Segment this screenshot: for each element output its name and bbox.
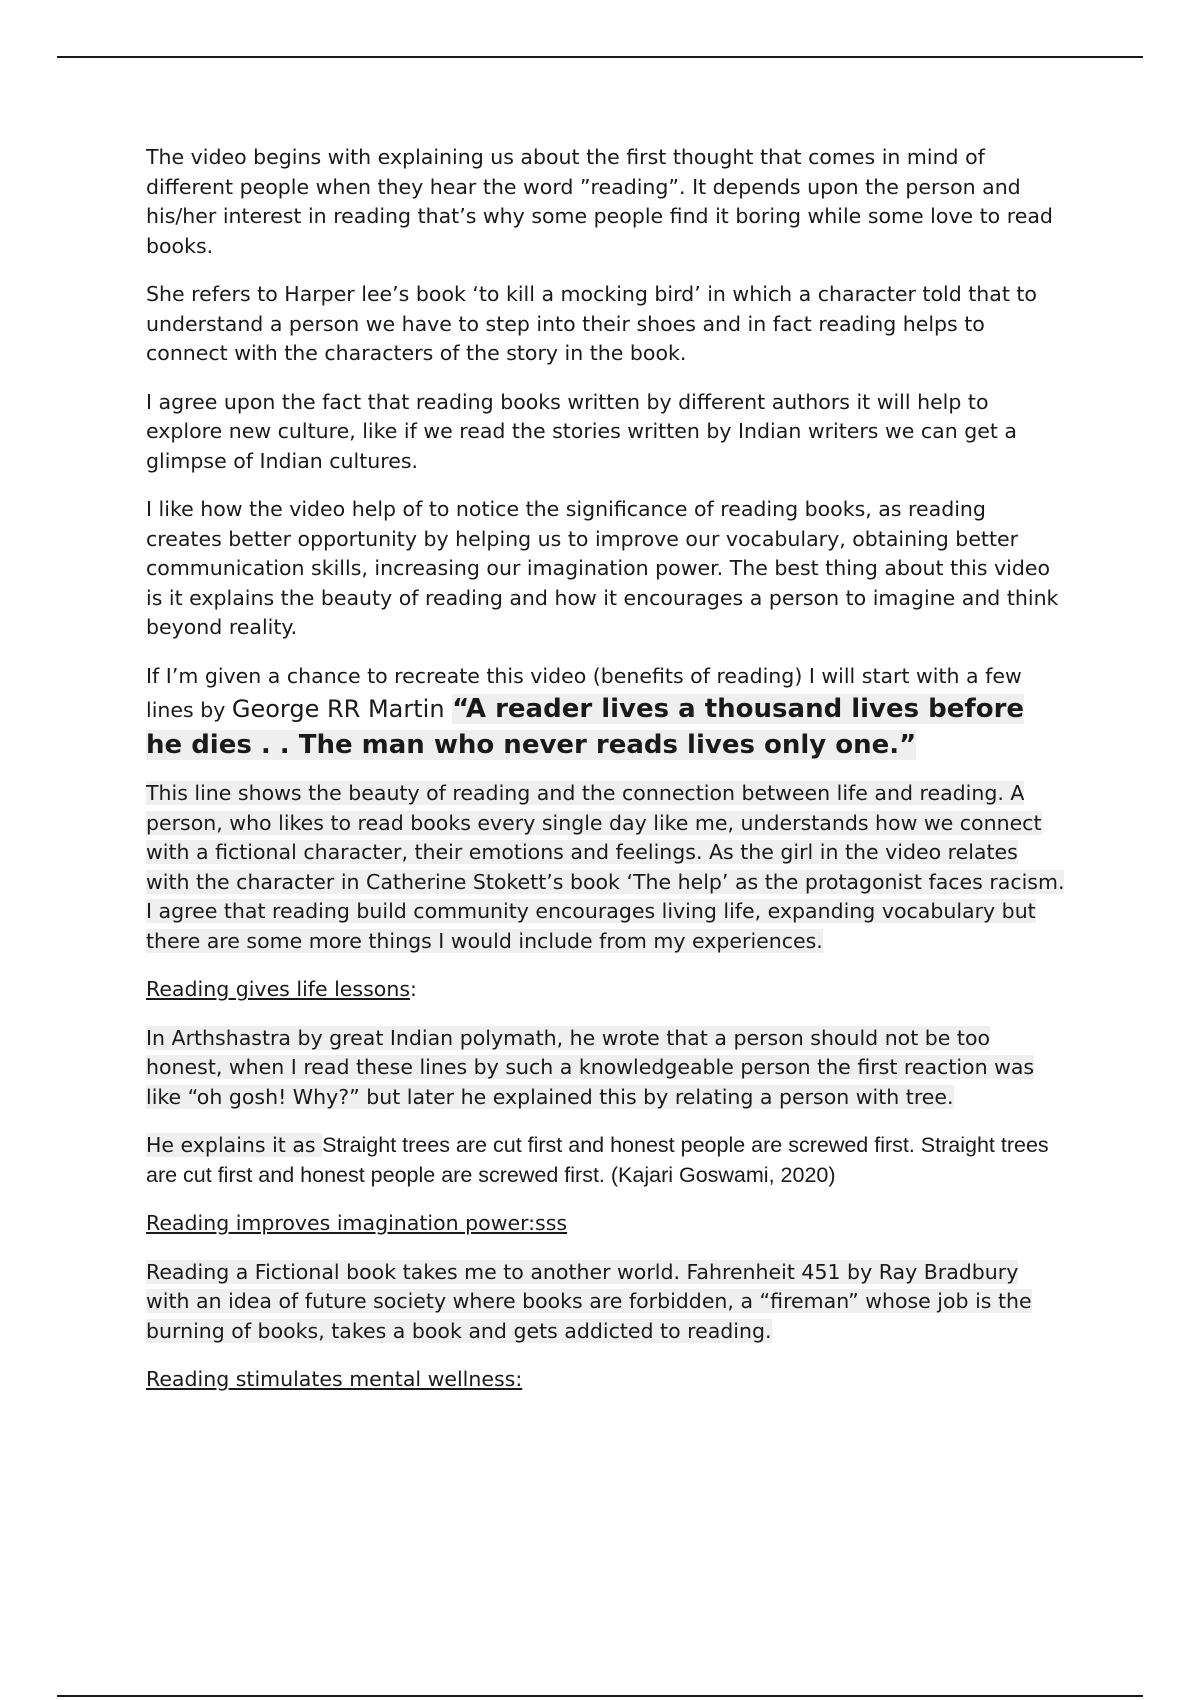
paragraph-8-intro: He explains it as: [146, 1133, 323, 1157]
heading-life-lessons-colon: :: [410, 977, 417, 1001]
header-rule: [57, 56, 1143, 58]
paragraph-5-intro: If I’m given a chance to recreate this video (benefits of reading) I will start with a few lines by: [146, 663, 1022, 722]
heading-imagination-text: Reading improves imagination power:sss: [146, 1211, 568, 1235]
paragraph-6: [146, 779, 1066, 956]
heading-mental-wellness: [146, 1365, 1066, 1395]
heading-life-lessons: [146, 975, 1066, 1005]
heading-life-lessons-text: Reading gives life lessons: [146, 977, 410, 1001]
paragraph-8-citation: Straight trees are cut first and honest people are screwed first. Straight trees are cut first and honest people are screwed first. (Kajari Goswami, 2020): [146, 1133, 1049, 1187]
paragraph-1: The video begins with explaining us about the first thought that comes in mind of different people when they hear the word ”reading”. It depends upon the person and his/her interest in reading that’s why some people find it boring while some love to read books.: [146, 145, 1053, 258]
heading-imagination: [146, 1209, 1066, 1239]
paragraph-9-text: Reading a Fictional book takes me to another world. Fahrenheit 451 by Ray Bradbury with an idea of future society where books are forbidden, a “fireman” whose job is the burning of books, takes a book and gets addicted to reading.: [146, 1259, 1032, 1343]
document-body: [146, 143, 1066, 1414]
quote-text: “A reader lives a thousand lives before he dies . . The man who never reads lives only one.”: [146, 694, 1025, 760]
footer-rule: [57, 1695, 1143, 1697]
paragraph-9: [146, 1258, 1066, 1347]
quote-author: George RR Martin: [231, 695, 453, 723]
paragraph-6-text: This line shows the beauty of reading and the connection between life and reading. A person, who likes to read books every single day like me, understands how we connect with a fictional character, their emotions and feelings. As the girl in the video relates with the character in Catherine Stokett’s book ‘The help’ as the protagonist faces racism. I agree that reading build community encourages living life, expanding vocabulary but there are some more things I would include from my experiences.: [146, 781, 1065, 953]
paragraph-4: I like how the video help of to notice the significance of reading books, as reading creates better opportunity by helping us to improve our vocabulary, obtaining better communication skills, increasing our imagination power. The best thing about this video is it explains the beauty of reading and how it encourages a person to imagine and think beyond reality.: [146, 497, 1059, 639]
paragraph-2: She refers to Harper lee’s book ‘to kill a mocking bird’ in which a character told that to understand a person we have to step into their shoes and in fact reading helps to connect with the characters of the story in the book.: [146, 282, 1037, 365]
paragraph-8: [146, 1131, 1066, 1190]
paragraph-3: I agree upon the fact that reading books written by different authors it will help to explore new culture, like if we read the stories written by Indian writers we can get a glimpse of Indian cultures.: [146, 389, 1017, 473]
paragraph-7: [146, 1024, 1066, 1113]
paragraph-5: [146, 662, 1066, 764]
heading-mental-wellness-text: Reading stimulates mental wellness:: [146, 1367, 523, 1391]
paragraph-7-text: In Arthshastra by great Indian polymath, he wrote that a person should not be too honest, when I read these lines by such a knowledgeable person the first reaction was like “oh gosh! Why?” but later he explained this by relating a person with tree.: [146, 1025, 1035, 1109]
